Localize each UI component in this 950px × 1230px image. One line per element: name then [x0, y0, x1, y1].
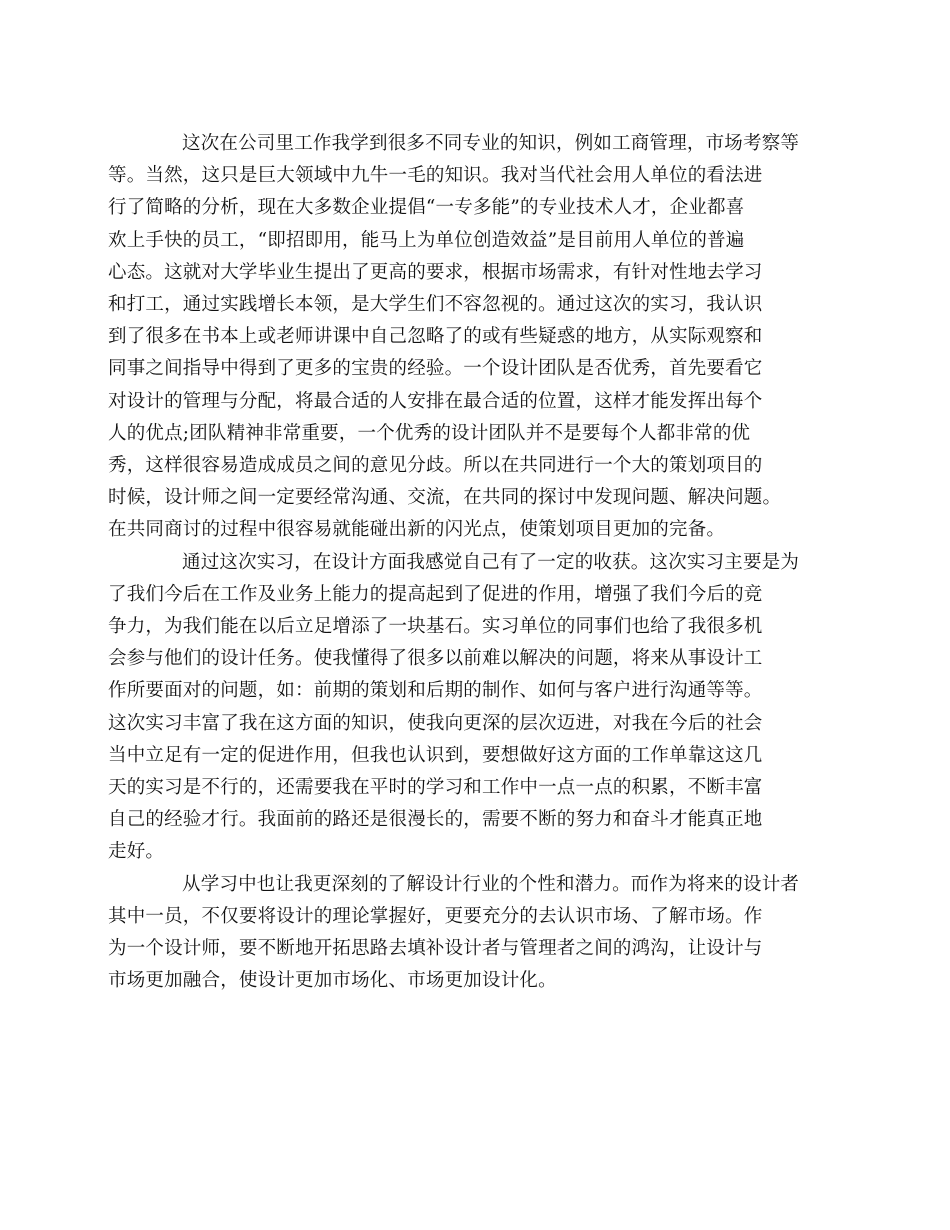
paragraph-line: 走好。: [108, 841, 165, 863]
paragraph-line: 当中立足有一定的促进作用，但我也认识到，要想做好这方面的工作单靠这这几: [108, 744, 763, 766]
paragraph-line: 从学习中也让我更深刻的了解设计行业的个性和潜力。而作为将来的设计者: [182, 873, 800, 895]
paragraph-line: 了我们今后在工作及业务上能力的提高起到了促进的作用，增强了我们今后的竞: [108, 583, 763, 605]
paragraph-line: 天的实习是不行的，还需要我在平时的学习和工作中一点一点的积累，不断丰富: [108, 777, 763, 799]
paragraph-line: 到了很多在书本上或老师讲课中自己忽略了的或有些疑惑的地方，从实际观察和: [108, 326, 763, 348]
paragraph-line: 时候，设计师之间一定要经常沟通、交流，在共同的探讨中发现问题、解决问题。: [108, 487, 782, 509]
paragraph-line: 通过这次实习，在设计方面我感觉自己有了一定的收获。这次实习主要是为: [182, 551, 800, 573]
paragraph-3: [108, 869, 815, 998]
paragraph-line: 在共同商讨的过程中很容易就能碰出新的闪光点，使策划项目更加的完备。: [108, 519, 726, 541]
paragraph-2: [108, 547, 815, 869]
document-body: [108, 128, 815, 997]
paragraph-line: 行了简略的分析，现在大多数企业提倡“一专多能”的专业技术人才，企业都喜: [108, 197, 745, 219]
paragraph-line: 对设计的管理与分配，将最合适的人安排在最合适的位置，这样才能发挥出每个: [108, 390, 763, 412]
paragraph-line: 为一个设计师，要不断地开拓思路去填补设计者与管理者之间的鸿沟，让设计与: [108, 938, 763, 960]
paragraph-line: 和打工，通过实践增长本领，是大学生们不容忽视的。通过这次的实习，我认识: [108, 294, 763, 316]
paragraph-line: 市场更加融合，使设计更加市场化、市场更加设计化。: [108, 970, 557, 992]
paragraph-line: 欢上手快的员工，“即招即用，能马上为单位创造效益”是目前用人单位的普遍: [108, 229, 745, 251]
paragraph-line: 这次在公司里工作我学到很多不同专业的知识，例如工商管理，市场考察等: [182, 133, 800, 154]
paragraph-line: 秀，这样很容易造成成员之间的意见分歧。所以在共同进行一个大的策划项目的: [108, 455, 763, 477]
paragraph-line: 等。当然，这只是巨大领域中九牛一毛的知识。我对当代社会用人单位的看法进: [108, 165, 763, 187]
paragraph-line: 争力，为我们能在以后立足增添了一块基石。实习单位的同事们也给了我很多机: [108, 616, 763, 638]
paragraph-line: 人的优点;团队精神非常重要，一个优秀的设计团队并不是要每个人都非常的优: [108, 422, 751, 444]
paragraph-line: 作所要面对的问题，如：前期的策划和后期的制作、如何与客户进行沟通等等。: [108, 680, 763, 702]
paragraph-line: 会参与他们的设计任务。使我懂得了很多以前难以解决的问题，将来从事设计工: [108, 648, 763, 670]
paragraph-line: 这次实习丰富了我在这方面的知识，使我向更深的层次迈进，对我在今后的社会: [108, 712, 763, 734]
paragraph-line: 其中一员，不仅要将设计的理论掌握好，更要充分的去认识市场、了解市场。作: [108, 905, 763, 927]
paragraph-line: 同事之间指导中得到了更多的宝贵的经验。一个设计团队是否优秀，首先要看它: [108, 358, 763, 380]
paragraph-line: 心态。这就对大学毕业生提出了更高的要求，根据市场需求，有针对性地去学习: [108, 261, 763, 283]
paragraph-1: [108, 128, 815, 547]
paragraph-line: 自己的经验才行。我面前的路还是很漫长的，需要不断的努力和奋斗才能真正地: [108, 809, 763, 831]
